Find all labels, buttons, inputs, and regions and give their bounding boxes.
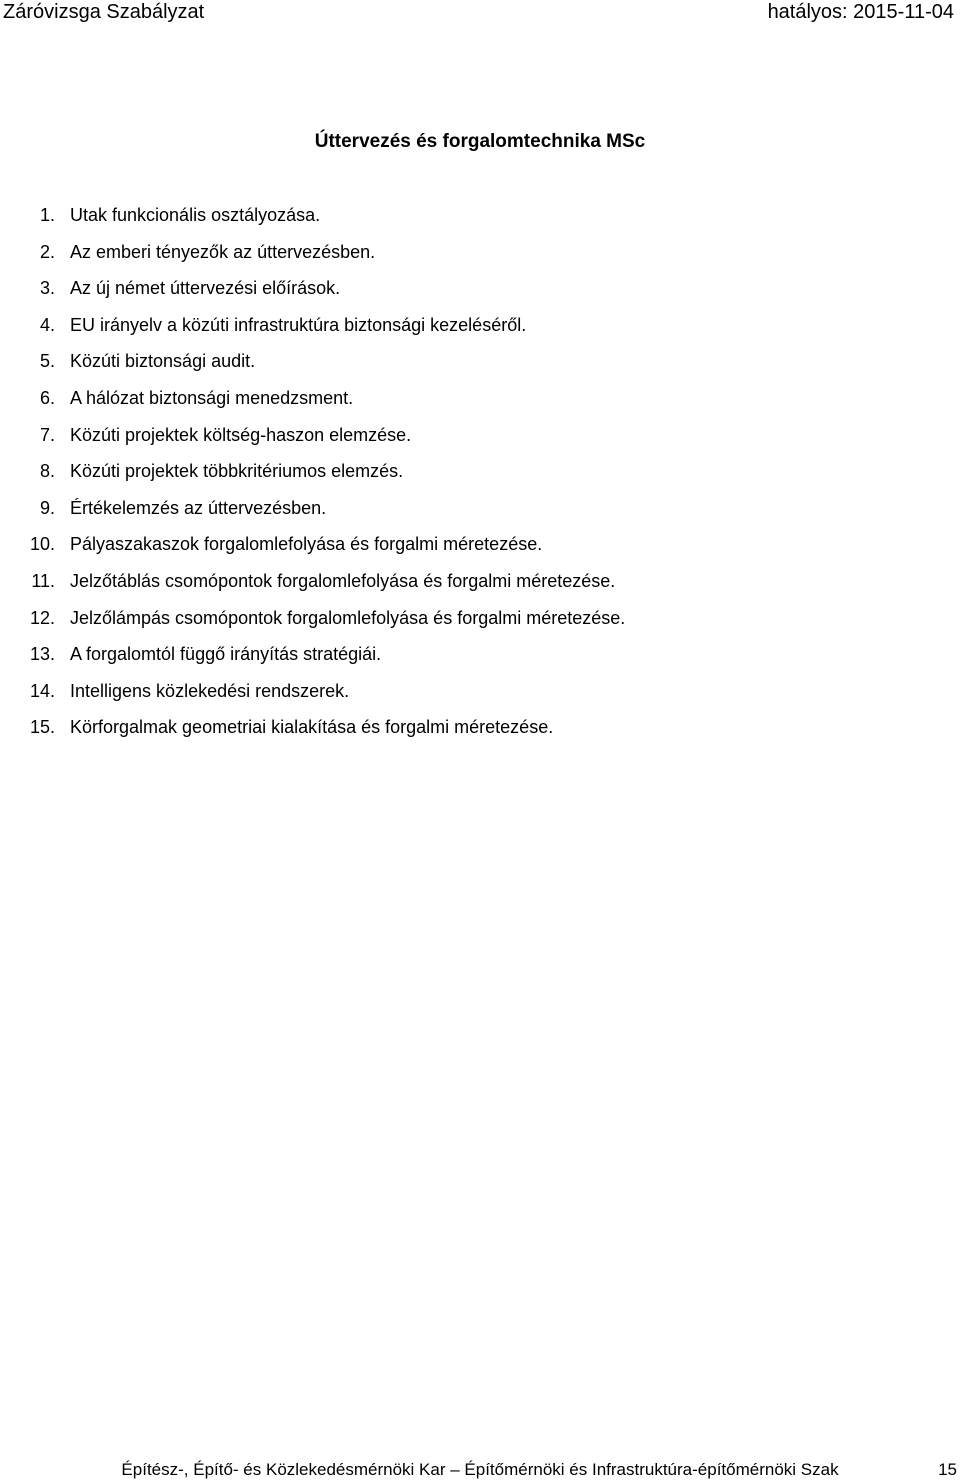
list-item-number: 11. — [31, 570, 55, 591]
list-item-text: Közúti projektek költség-haszon elemzése. — [70, 424, 412, 445]
list-item-number: 14. — [29, 680, 55, 701]
list-item-text: Értékelemzés az úttervezésben. — [70, 497, 327, 518]
page-number: 15 — [938, 1460, 957, 1479]
list-item-text: Jelzőtáblás csomópontok forgalomlefolyása és forgalmi méretezése. — [70, 570, 616, 591]
list-item-number: 7. — [39, 424, 55, 445]
list-item-number: 1. — [39, 205, 55, 225]
list-item-text: Az emberi tényezők az úttervezésben. — [70, 241, 376, 262]
list-item-text: EU irányelv a közúti infrastruktúra biztonsági kezeléséről. — [70, 314, 527, 335]
list-item-number: 8. — [39, 461, 55, 482]
list-item-number: 4. — [39, 314, 55, 335]
list-item-text: Közúti biztonsági audit. — [70, 351, 256, 372]
list-item-number: 10. — [29, 534, 55, 555]
list-item-number: 13. — [29, 644, 55, 665]
list-item-number: 9. — [39, 497, 55, 518]
page-title: Úttervezés és forgalomtechnika MSc — [314, 131, 646, 152]
footer-faculty-program: Építész-, Építő- és Közlekedésmérnöki Kar – Építőmérnöki és Infrastruktúra-építőmérnöki Szak — [121, 1460, 839, 1479]
page-footer — [0, 1459, 960, 1481]
list-item-number: 3. — [39, 278, 55, 299]
list-item-number: 15. — [29, 717, 55, 738]
list-item-text: Közúti projektek többkritériumos elemzés. — [70, 461, 404, 482]
page-header — [0, 0, 960, 28]
list-item-text: Pályaszakaszok forgalomlefolyása és forgalmi méretezése. — [70, 534, 543, 555]
list-item-text: Jelzőlámpás csomópontok forgalomlefolyása és forgalmi méretezése. — [70, 607, 626, 628]
header-document-name: Záróvizsga Szabályzat — [3, 1, 205, 23]
list-item-number: 6. — [39, 387, 55, 408]
list-item-text: A hálózat biztonsági menedzsment. — [70, 387, 354, 408]
list-item-text: Utak funkcionális osztályozása. — [70, 205, 321, 225]
list-item-number: 5. — [39, 351, 55, 372]
list-item-text: Intelligens közlekedési rendszerek. — [70, 680, 350, 701]
list-item-text: Körforgalmak geometriai kialakítása és forgalmi méretezése. — [70, 717, 554, 738]
list-item-number: 2. — [39, 241, 55, 262]
list-item-text: Az új német úttervezési előírások. — [70, 278, 341, 299]
list-item-text: A forgalomtól függő irányítás stratégiái. — [70, 644, 382, 665]
header-effective-date: hatályos: 2015-11-04 — [767, 1, 954, 23]
list-item-number: 12. — [29, 607, 55, 628]
